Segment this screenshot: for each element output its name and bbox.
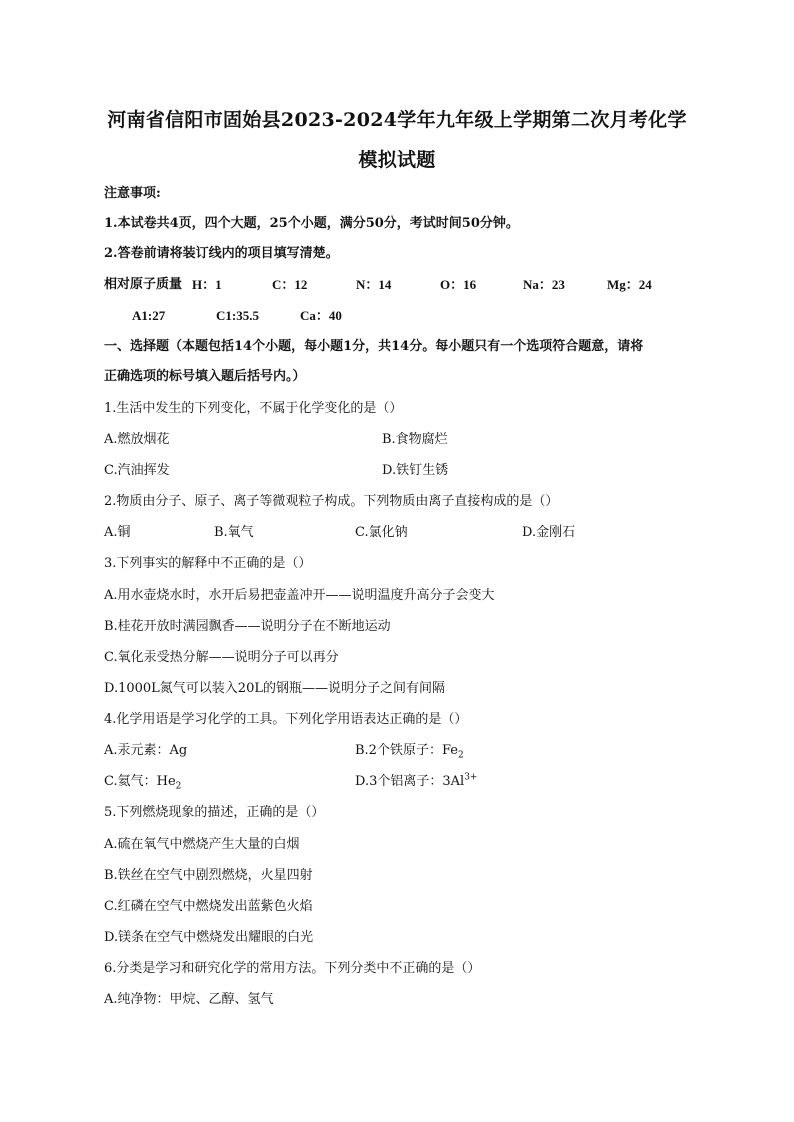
q5-stem: 5.下列燃烧现象的描述，正确的是（） <box>104 805 325 820</box>
q4-option-b-text: B.2个铁原子：Fe <box>355 743 458 758</box>
q1-option-d: D.铁钉生锈 <box>382 463 449 478</box>
atomic-mass-na: Na：23 <box>523 277 565 292</box>
q3-option-d: D.1000L氮气可以装入20L的钢瓶——说明分子之间有间隔 <box>104 681 445 696</box>
q1-option-a: A.燃放烟花 <box>104 432 170 447</box>
q5-option-c: C.红磷在空气中燃烧发出蓝紫色火焰 <box>104 899 313 914</box>
page-subtitle: 模拟试题 <box>358 149 436 171</box>
q1-option-c: C.汽油挥发 <box>104 463 170 478</box>
atomic-mass-h: H：1 <box>192 277 222 292</box>
section1-heading: 一、选择题（本题包括14个小题，每小题1分，共14分。每小题只有一个选项符合题意，请将 <box>104 339 644 354</box>
q1-stem: 1.生活中发生的下列变化，不属于化学变化的是（） <box>104 401 403 416</box>
atomic-mass-ca: Ca：40 <box>300 308 342 323</box>
q1-option-b: B.食物腐烂 <box>382 432 448 447</box>
q4-option-a: A.汞元素：Ag <box>104 743 188 758</box>
q5-option-d: D.镁条在空气中燃烧发出耀眼的白光 <box>104 930 314 945</box>
atomic-mass-o: O：16 <box>440 277 477 292</box>
q3-stem: 3.下列事实的解释中不正确的是（） <box>104 556 312 571</box>
q2-option-b: B.氧气 <box>214 525 254 540</box>
q2-option-c: C.氯化钠 <box>355 525 408 540</box>
q4-option-c-subscript: 2 <box>175 781 182 792</box>
notes-heading: 注意事项: <box>104 186 161 201</box>
q4-stem: 4.化学用语是学习化学的工具。下列化学用语表达正确的是（） <box>104 712 468 727</box>
q4-option-c <box>104 774 181 790</box>
q6-stem: 6.分类是学习和研究化学的常用方法。下列分类中不正确的是（） <box>104 961 481 976</box>
q4-option-d <box>355 774 477 790</box>
q5-option-b: B.铁丝在空气中剧烈燃烧，火星四射 <box>104 868 313 883</box>
q2-stem: 2.物质由分子、原子、离子等微观粒子构成。下列物质由离子直接构成的是（） <box>104 494 559 509</box>
q2-option-a: A.铜 <box>104 525 131 540</box>
atomic-mass-cl: C1:35.5 <box>216 308 259 323</box>
q4-option-d-superscript: 3+ <box>464 772 478 783</box>
notes-item-2: 2.答卷前请将装订线内的项目填写清楚。 <box>104 246 339 261</box>
q3-option-a: A.用水壶烧水时，水开后易把壶盖冲开——说明温度升高分子会变大 <box>104 588 495 603</box>
q5-option-a: A.硫在氧气中燃烧产生大量的白烟 <box>104 837 300 852</box>
q2-option-d: D.金刚石 <box>522 525 576 540</box>
q4-option-d-text: D.3个铝离子：3Al <box>355 774 465 789</box>
q4-option-b <box>355 743 464 759</box>
q4-option-c-text: C.氦气：He <box>104 774 176 789</box>
atomic-mass-label: 相对原子质量 <box>104 277 183 292</box>
page-title: 河南省信阳市固始县2023-2024学年九年级上学期第二次月考化学 <box>107 109 687 131</box>
atomic-mass-c: C：12 <box>272 277 308 292</box>
q6-option-a: A.纯净物：甲烷、乙醇、氢气 <box>104 992 274 1007</box>
q3-option-c: C.氧化汞受热分解——说明分子可以再分 <box>104 650 339 665</box>
q3-option-b: B.桂花开放时满园飘香——说明分子在不断地运动 <box>104 619 391 634</box>
notes-item-1: 1.本试卷共4页，四个大题，25个小题，满分50分，考试时间50分钟。 <box>104 216 519 231</box>
section1-heading-cont: 正确选项的标号填入题后括号内。） <box>104 369 306 384</box>
atomic-mass-n: N：14 <box>356 277 392 292</box>
atomic-mass-al: A1:27 <box>132 308 166 323</box>
q4-option-b-subscript: 2 <box>457 750 464 761</box>
atomic-mass-mg: Mg：24 <box>607 277 652 292</box>
